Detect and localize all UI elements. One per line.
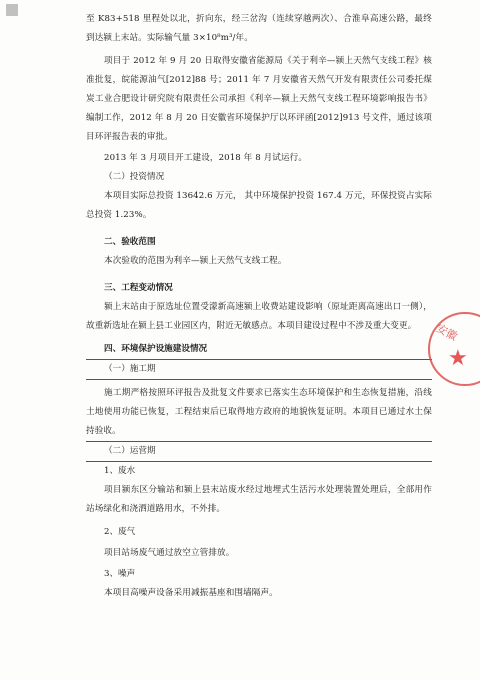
operation-heading: （二）运营期 bbox=[104, 446, 156, 456]
stamp-text: 安徽 bbox=[434, 321, 460, 344]
noise-heading: 3、噪声 bbox=[104, 569, 136, 579]
water-paragraph: 项目颍东区分输站和颍上县末站废水经过地埋式生活污水处理装置处理后，全部用作站场绿化和浇洒道路用水，不外排。 bbox=[86, 485, 432, 514]
water-heading: 1、废水 bbox=[104, 466, 136, 476]
construction-heading: （一）施工期 bbox=[104, 364, 156, 374]
star-icon: ★ bbox=[448, 346, 468, 371]
noise-paragraph: 本项目高噪声设备采用减振基座和围墙隔声。 bbox=[104, 588, 278, 598]
scan-corner-mark bbox=[6, 4, 18, 16]
approval-paragraph: 项目于 2012 年 9 月 20 日取得安徽省能源局《关于利辛—颍上天然气支线工程》核准批复，皖能源油气[2012]88 号；2011 年 7 月安徽省天然气开发有限责任公司委托煤炭工业合肥设计研究院有限责任公司承担《利辛—颍上天然气支线工程环境影响报告书》编制工作，2012 年 8 月 20 日安徽省环境保护厅以环评函[2012]913 号文件，通过该项目环评报告表的审批。 bbox=[86, 56, 432, 142]
investment-paragraph: 本项目实际总投资 13642.6 万元， 其中环境保护投资 167.4 万元，环保投资占实际总投资 1.23%。 bbox=[86, 191, 432, 220]
investment-heading: （二）投资情况 bbox=[104, 172, 165, 182]
route-tail-paragraph: 至 K83+518 里程处以北，折向东，经三岔沟（连续穿越两次）、合淮阜高速公路，最终到达颍上末站。实际输气量 3×10⁸m³/年。 bbox=[86, 14, 432, 43]
change-paragraph: 颍上末站由于原选址位置受濛新高速颍上收费站建设影响（原址距离高速出口一侧），故重新选址在颍上县工业园区内，附近无敏感点。本项目建设过程中不涉及重大变更。 bbox=[86, 302, 432, 331]
construction-paragraph: 施工期严格按照环评报告及批复文件要求已落实生态环境保护和生态恢复措施，沿线土地使用功能已恢复，工程结束后已取得地方政府的地貌恢复证明。本项目已通过水土保持验收。 bbox=[86, 388, 432, 436]
change-heading: 三、工程变动情况 bbox=[104, 283, 173, 293]
scope-heading: 二、验收范围 bbox=[104, 237, 156, 247]
document-body bbox=[86, 10, 432, 603]
official-seal-stamp bbox=[428, 312, 480, 386]
timeline-paragraph: 2013 年 3 月项目开工建设，2018 年 8 月试运行。 bbox=[104, 153, 308, 163]
gas-paragraph: 项目站场废气通过放空立管排放。 bbox=[104, 548, 235, 558]
scope-paragraph: 本次验收的范围为利辛—颍上天然气支线工程。 bbox=[104, 256, 287, 266]
env-heading: 四、环境保护设施建设情况 bbox=[104, 344, 208, 354]
gas-heading: 2、废气 bbox=[104, 527, 136, 537]
divider-line bbox=[86, 379, 432, 380]
